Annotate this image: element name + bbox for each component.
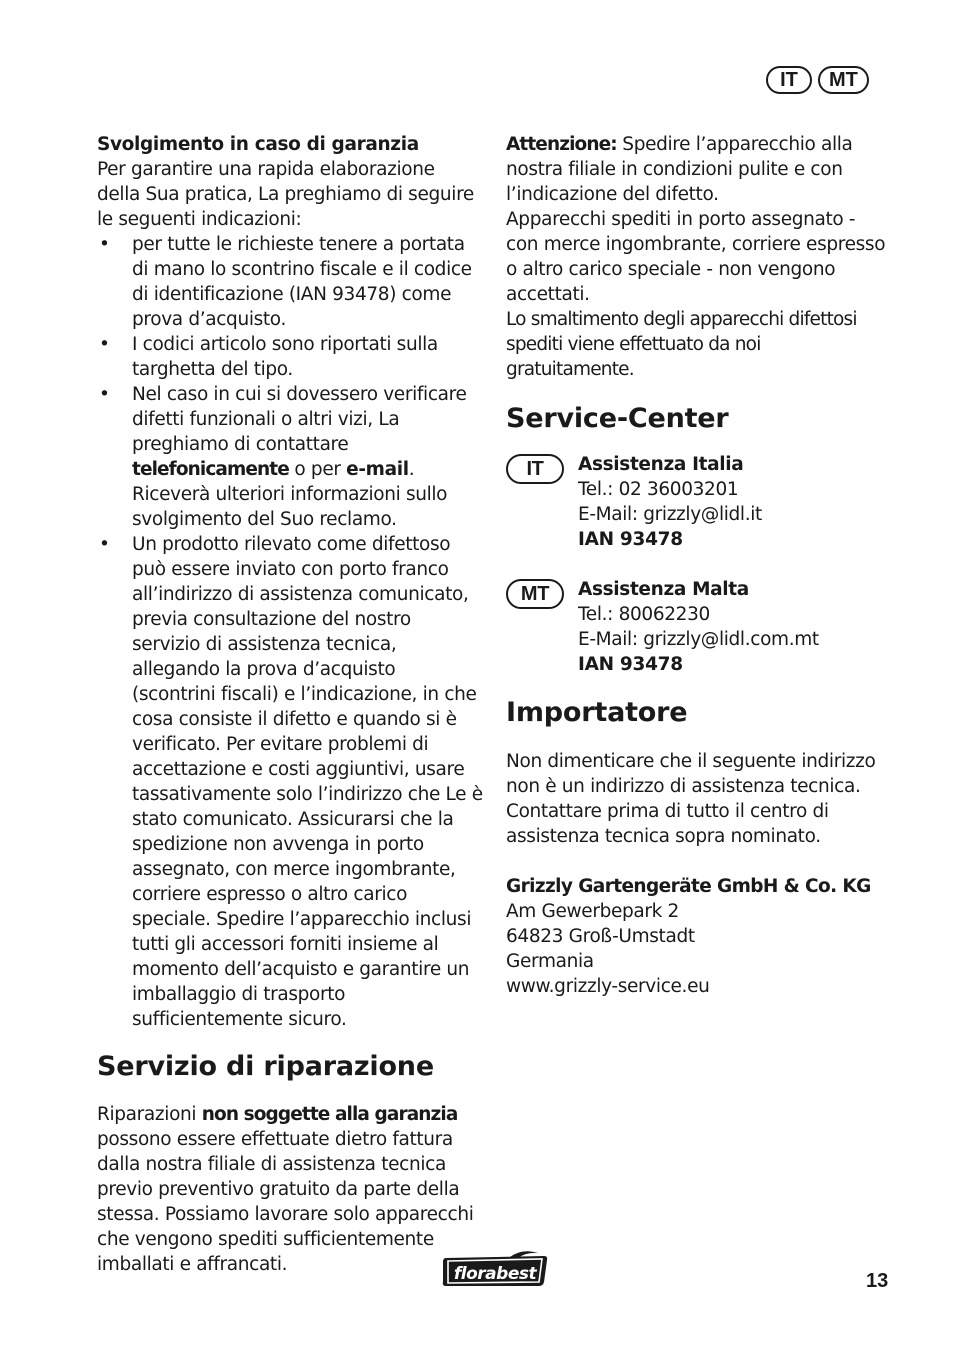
florabest-logo [440,1250,550,1288]
contact-malta [506,577,892,677]
contact-italy-name: Assistenza Italia [578,454,744,475]
attention-paragraph [506,132,892,207]
repair-text-c: possono essere effettuate dietro fattura dalla nostra filiale di assistenza tecnica previo preventivo gratuito da parte della stessa. Possiamo lavorare solo apparecchi che vengono spediti sufficientemente imballati e affrancati. [97,1129,474,1275]
contact-malta-email: E-Mail: grizzly@lidl.com.mt [578,629,819,650]
contact-badge-it: IT [506,454,564,484]
importer-street: Am Gewerbepark 2 [506,901,679,922]
importer-heading: Importatore [506,697,688,728]
bullet-article-codes: • I codici articolo sono riportati sulla targhetta del tipo. [97,332,483,382]
contact-italy [506,452,892,552]
importer-website: www.grizzly-service.eu [506,976,710,997]
language-badges [766,66,869,94]
importer-note: Non dimenticare che il seguente indirizzo non è un indirizzo di assistenza tecnica. Contattare prima di tutto il centro di assistenza tecnica sopra nominato. [506,751,876,847]
contact-malta-tel: Tel.: 80062230 [578,604,710,625]
logo-text: florabest [453,1264,537,1284]
contact-italy-email: E-Mail: grizzly@lidl.it [578,504,762,525]
bullet3-phone: telefonicamente [132,459,289,480]
bullet-shipping: • Un prodotto rilevato come difettoso può essere inviato con porto franco all’indirizzo di assistenza comunicato, previa consultazione del nostro servizio di assistenza tecnica, allegando la prova d’acquisto (scontrini fiscali) e l’indicazione, in che cosa consiste il difetto e quando si è verificato. Per evitare problemi di accettazione e costi aggiuntivi, usare tassativamente solo l’indirizzo che Le è stato comunicato. Assicurarsi che la spedizione non avvenga in porto assegnato, con merce ingombrante, corriere espresso o altro carico speciale. Spedire l’apparecchio inclusi tutti gli accessori forniti insieme al momento dell’acquisto e garantire un imballaggio di trasporto sufficientemente sicuro. [97,532,483,1032]
language-badge-it: IT [766,66,812,94]
bullet-contact [97,382,483,532]
contact-italy-ian: IAN 93478 [578,529,683,550]
florabest-logo-graphic [440,1250,550,1288]
right-column [506,132,892,999]
bullet3-email: e-mail [346,459,409,480]
shipping-paragraph: Apparecchi spediti in porto assegnato - con merce ingombrante, corriere espresso o altro carico speciale - non vengono accettati. [506,209,886,305]
disposal-paragraph: Lo smaltimento degli apparecchi difettosi spediti viene effettuato da noi gratuitamente. [506,309,857,380]
importer-country: Germania [506,951,594,972]
repair-paragraph [97,1102,483,1277]
warranty-heading: Svolgimento in caso di garanzia [97,134,419,155]
warranty-bullet-list [97,232,483,1032]
contact-malta-name: Assistenza Malta [578,579,749,600]
left-column [97,132,483,1277]
contact-italy-details [578,452,892,552]
repair-no-warranty: non soggette alla garanzia [201,1104,458,1125]
service-center-heading: Service-Center [506,403,729,434]
repair-heading: Servizio di riparazione [97,1051,434,1082]
contact-italy-tel: Tel.: 02 36003201 [578,479,739,500]
attention-text: Spedire l’apparecchio alla nostra filiale in condizioni pulite e con l’indicazione del difetto. [506,134,853,205]
bullet3-text-e: . Riceverà ulteriori informazioni sullo svolgimento del Suo reclamo. [132,459,448,530]
bullet-receipt: • per tutte le richieste tenere a portata di mano lo scontrino fiscale e il codice di identificazione (IAN 93478) come prova d’acquisto. [97,232,483,332]
importer-company: Grizzly Gartengeräte GmbH & Co. KG [506,876,871,897]
importer-city: 64823 Groß-Umstadt [506,926,695,947]
bullet3-text-c: o per [288,459,347,480]
bullet3-text-a: Nel caso in cui si dovessero verificare difetti funzionali o altri vizi, La preghiamo di contattare [132,384,467,455]
attention-label: Attenzione: [506,134,617,155]
language-badge-mt: MT [818,66,869,94]
warranty-intro: Per garantire una rapida elaborazione della Sua pratica, La preghiamo di seguire le seguenti indicazioni: [97,159,474,230]
contact-malta-details [578,577,892,677]
contact-malta-ian: IAN 93478 [578,654,683,675]
repair-text-a: Riparazioni [97,1104,202,1125]
page-number: 13 [866,1270,889,1292]
contact-badge-mt: MT [506,579,564,609]
